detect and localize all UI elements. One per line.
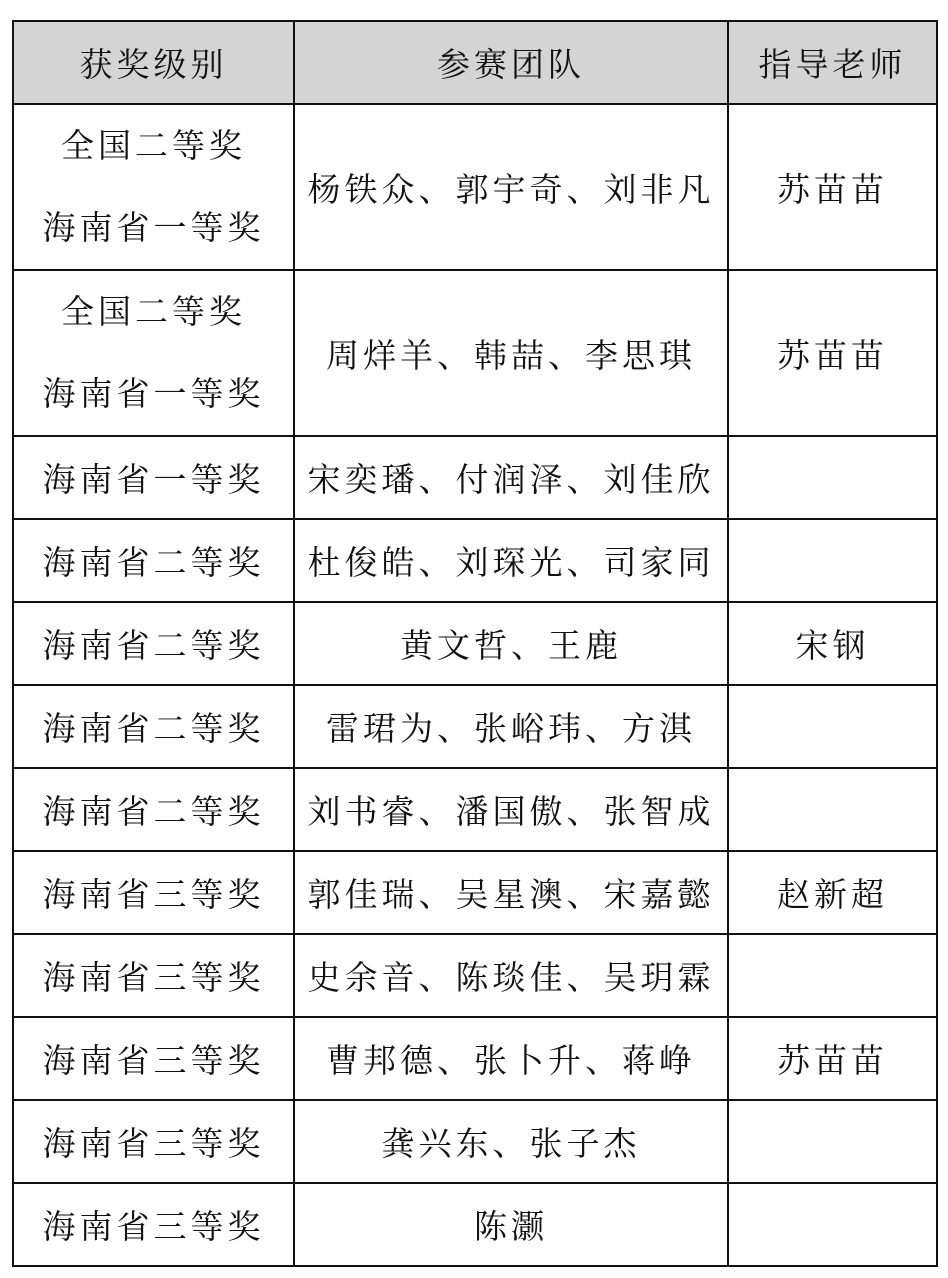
award-level-cell: 海南省三等奖 [13,851,294,934]
header-award-level: 获奖级别 [13,21,294,104]
table-row [13,768,937,851]
award-level-line: 海南省一等奖 [42,374,265,413]
table-row [13,851,937,934]
team-cell: 龚兴东、张子杰 [294,1100,728,1183]
teacher-cell: 苏苗苗 [728,1017,937,1100]
teacher-cell: 宋钢 [728,602,937,685]
award-level-cell: 海南省二等奖 [13,768,294,851]
teacher-cell: 赵新超 [728,851,937,934]
table-row [13,1100,937,1183]
table-row [13,104,937,270]
teacher-cell [728,519,937,602]
team-cell: 杨铁众、郭宇奇、刘非凡 [294,104,728,270]
table-row [13,1183,937,1266]
teacher-cell [728,685,937,768]
table-body [13,104,937,1266]
award-level-cell: 海南省一等奖 [13,436,294,519]
table-row [13,685,937,768]
teacher-cell [728,436,937,519]
team-cell: 杜俊皓、刘琛光、司家同 [294,519,728,602]
award-level-cell: 海南省二等奖 [13,685,294,768]
table-header [13,21,937,104]
table-row [13,436,937,519]
award-level-cell: 海南省二等奖 [13,602,294,685]
award-level-line: 海南省一等奖 [42,208,265,247]
team-cell: 宋奕璠、付润泽、刘佳欣 [294,436,728,519]
teacher-cell [728,934,937,1017]
table-row [13,602,937,685]
header-team: 参赛团队 [294,21,728,104]
table-row [13,519,937,602]
award-level-cell [13,104,294,270]
team-cell: 郭佳瑞、吴星澳、宋嘉懿 [294,851,728,934]
team-cell: 史余音、陈琰佳、吴玥霖 [294,934,728,1017]
award-level-cell: 海南省三等奖 [13,1183,294,1266]
team-cell: 刘书睿、潘国傲、张智成 [294,768,728,851]
award-level-line: 全国二等奖 [61,292,246,331]
award-level-cell: 海南省二等奖 [13,519,294,602]
teacher-cell: 苏苗苗 [728,270,937,436]
table-row [13,934,937,1017]
award-table [12,20,938,1267]
team-cell: 曹邦德、张卜升、蒋峥 [294,1017,728,1100]
table-row [13,270,937,436]
header-teacher: 指导老师 [728,21,937,104]
award-level-cell [13,270,294,436]
teacher-cell [728,1100,937,1183]
teacher-cell: 苏苗苗 [728,104,937,270]
header-row [13,21,937,104]
award-level-line: 全国二等奖 [61,126,246,165]
teacher-cell [728,768,937,851]
team-cell: 周烊羊、韩喆、李思琪 [294,270,728,436]
award-level-cell: 海南省三等奖 [13,1017,294,1100]
team-cell: 黄文哲、王鹿 [294,602,728,685]
team-cell: 雷珺为、张峪玮、方淇 [294,685,728,768]
table-row [13,1017,937,1100]
team-cell: 陈灏 [294,1183,728,1266]
award-level-cell: 海南省三等奖 [13,1100,294,1183]
award-level-cell: 海南省三等奖 [13,934,294,1017]
teacher-cell [728,1183,937,1266]
